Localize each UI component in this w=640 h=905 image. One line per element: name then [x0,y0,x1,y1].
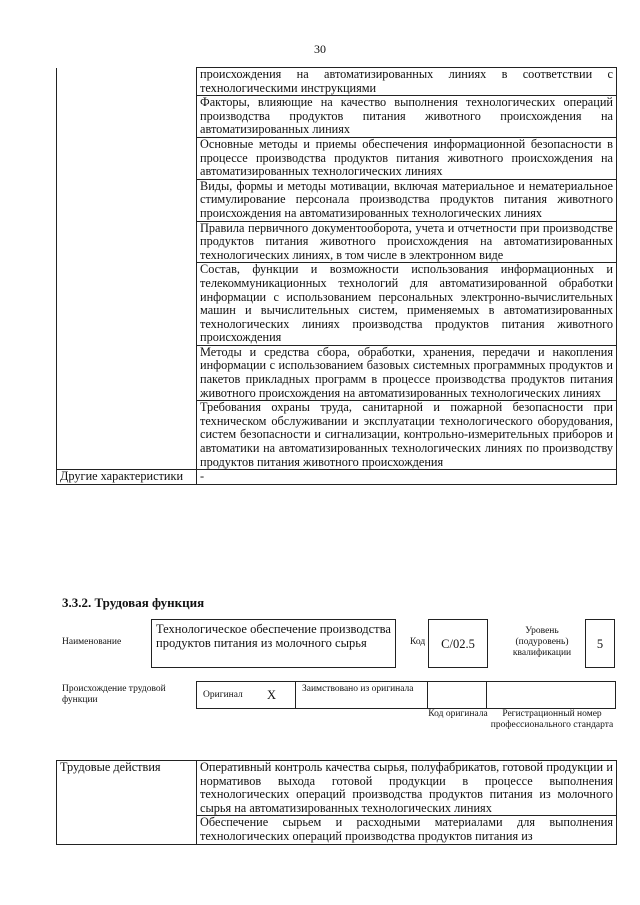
function-name-box [151,619,396,668]
origin-reg-caption: Регистрационный номер профессионального стандарта [490,709,614,730]
knowledge-row: Факторы, влияющие на качество выполнения технологических операций производства продуктов питания животного происхождения на автоматизированных линиях [197,96,617,138]
code-label: Код [410,637,426,647]
actions-row: Оперативный контроль качества сырья, полуфабрикатов, готовой продукции и нормативов выхода готовой продукции в процессе выполнения технологических операций производства продуктов питания из молочного сырья на автоматизированных технологических линиях [197,761,617,816]
section-title: 3.3.2. Трудовая функция [62,595,205,610]
origin-code-cell [427,681,487,709]
function-name-value: Технологическое обеспечение производства продуктов питания из молочного сырья [156,622,391,650]
original-label: Оригинал [203,690,243,700]
borrowed-cell [295,681,428,709]
actions-table [56,760,617,845]
level-value: 5 [596,636,604,651]
origin-label: Происхождение трудовой функции [62,684,166,705]
name-label: Наименование [62,637,122,647]
knowledge-row: Правила первичного документооборота, учета и отчетности при производстве продуктов питания животного происхождения на автоматизированных технологических линиях, в том числе в электронном виде [197,221,617,263]
knowledge-row: Виды, формы и методы мотивации, включая материальное и нематериальное стимулирование персонала производства продуктов питания животного происхождения на автоматизированных технологических линиях [197,179,617,221]
other-characteristics-value: - [197,470,617,485]
original-mark: X [267,688,277,702]
actions-clip [0,760,640,880]
knowledge-row: Требования охраны труда, санитарной и пожарной безопасности при техническом обслуживании и эксплуатации технологического оборудования, систем безопасности и сигнализации, контрольно-измерительных приборов и автоматики на автоматизированных технологических линиях по производству продуктов питания животного происхождения [197,401,617,470]
code-value: С/02.5 [441,636,475,651]
other-characteristics-label: Другие характеристики [57,470,197,485]
knowledge-row: происхождения на автоматизированных линиях в соответствии с технологическими инструкциями [197,68,617,96]
level-label: Уровень (подуровень) квалификации [512,626,572,658]
knowledge-table [56,67,617,485]
borrowed-label: Заимствовано из оригинала [302,684,414,694]
original-cell [196,681,296,709]
knowledge-row: Методы и средства сбора, обработки, хранения, передачи и накопления информации с использованием базовых системных программных продуктов и пакетов прикладных программ в процессе производства продуктов питания животного происхождения на автоматизированных технологических линиях [197,345,617,400]
origin-code-caption: Код оригинала [428,709,488,719]
actions-row: Обеспечение сырьем и расходными материалами для выполнения технологических операций производства продуктов питания из [197,816,617,844]
knowledge-label-cell [57,68,197,470]
knowledge-row: Основные методы и приемы обеспечения информационной безопасности в процессе производства продуктов питания животного происхождения на автоматизированных технологических линиях [197,137,617,179]
page-number: 30 [314,42,326,56]
code-box [428,619,488,668]
level-box [585,619,615,668]
origin-reg-cell [486,681,616,709]
knowledge-row: Состав, функции и возможности использования информационных и телекоммуникационных технологий для автоматизированной обработки информации с использованием персональных электронно-вычислительных машин и вычислительных систем, применяемых в автоматизированных технологических линиях производства продуктов питания животного происхождения [197,263,617,346]
actions-label: Трудовые действия [57,761,197,845]
